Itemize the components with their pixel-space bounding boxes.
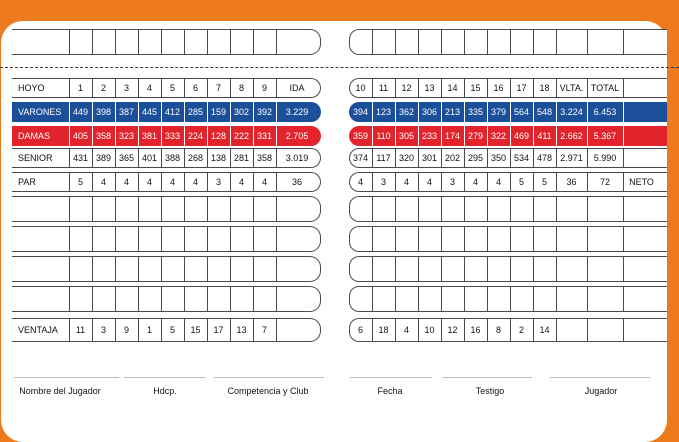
hole-cell[interactable]	[253, 226, 276, 252]
hole-cell[interactable]	[207, 286, 230, 312]
hole-cell[interactable]	[69, 286, 92, 312]
hole-cell[interactable]	[207, 29, 230, 55]
hole-cell: 358	[256, 153, 273, 163]
hole-cell[interactable]	[510, 256, 533, 282]
front-row-par	[12, 172, 321, 192]
front-row-senior	[12, 148, 321, 168]
hole-cell: 12	[401, 83, 412, 93]
hole-cell: 411	[537, 131, 552, 141]
hole-cell: 379	[490, 107, 507, 117]
hole-cell[interactable]	[395, 196, 418, 222]
hole-cell: 13	[236, 325, 247, 335]
hole-cell[interactable]	[418, 286, 441, 312]
hole-cell[interactable]	[138, 286, 161, 312]
hole-cell[interactable]	[207, 256, 230, 282]
hole-cell[interactable]	[464, 286, 487, 312]
hole-cell: 2	[518, 325, 524, 335]
hole-cell[interactable]	[115, 196, 138, 222]
hole-cell: 18	[539, 83, 550, 93]
hole-cell[interactable]	[441, 196, 464, 222]
hole-cell: 7	[261, 325, 267, 335]
vlta-cell: 3.224	[560, 107, 583, 117]
hole-cell[interactable]	[464, 196, 487, 222]
hole-cell: 405	[72, 131, 89, 141]
hole-cell: 374	[352, 153, 369, 163]
hole-cell: 12	[447, 325, 458, 335]
hole-cell: 4	[146, 177, 152, 187]
hole-cell: 4	[100, 177, 106, 187]
hole-cell: 5	[169, 325, 175, 335]
total-cell[interactable]	[587, 256, 623, 282]
total-cell[interactable]	[587, 29, 623, 55]
hole-cell[interactable]	[253, 196, 276, 222]
hole-cell: 15	[470, 83, 481, 93]
hole-cell: 159	[210, 107, 227, 117]
hole-cell: 6	[192, 83, 198, 93]
vlta-cell[interactable]	[556, 196, 587, 222]
signature-label: Fecha	[377, 386, 403, 396]
hole-cell: 4	[403, 325, 409, 335]
total-cell: 2.705	[285, 131, 309, 141]
signature-line[interactable]	[442, 377, 532, 378]
vlta-cell	[556, 318, 587, 342]
hole-cell[interactable]	[464, 226, 487, 252]
total-cell[interactable]	[276, 226, 318, 252]
total-cell[interactable]	[587, 226, 623, 252]
hole-cell[interactable]	[230, 256, 253, 282]
back-row-b1	[349, 196, 667, 222]
hole-cell: 279	[467, 131, 484, 141]
total-cell: 3.229	[285, 107, 309, 117]
hole-cell: 3	[100, 325, 106, 335]
hole-cell: 17	[516, 83, 527, 93]
total-cell	[276, 318, 318, 342]
signature-line[interactable]	[124, 377, 206, 378]
hole-cell[interactable]	[418, 29, 441, 55]
hole-cell[interactable]	[230, 286, 253, 312]
row-label: HOYO	[18, 83, 45, 93]
hole-cell: 138	[210, 153, 227, 163]
hole-cell: 224	[187, 131, 204, 141]
hole-cell[interactable]	[418, 226, 441, 252]
hole-cell[interactable]	[441, 286, 464, 312]
hole-cell: 233	[421, 131, 438, 141]
hole-cell: 11	[75, 325, 86, 335]
hole-cell: 14	[539, 325, 550, 335]
hole-cell: 123	[375, 107, 392, 117]
hole-cell[interactable]	[161, 286, 184, 312]
front-row-hoyo	[12, 78, 321, 98]
hole-cell: 4	[238, 177, 244, 187]
total-cell[interactable]	[587, 286, 623, 312]
hole-cell: 398	[95, 107, 112, 117]
hole-cell[interactable]	[487, 256, 510, 282]
hole-cell[interactable]	[115, 256, 138, 282]
hole-cell: 302	[233, 107, 250, 117]
hole-cell: 387	[118, 107, 135, 117]
hole-cell: 449	[72, 107, 89, 117]
hole-cell[interactable]	[349, 226, 372, 252]
hole-cell: 548	[536, 107, 553, 117]
hole-cell: 8	[238, 83, 244, 93]
vlta-cell: 2.971	[560, 153, 583, 163]
hole-cell: 174	[444, 131, 461, 141]
total-cell[interactable]	[276, 29, 318, 55]
hole-cell[interactable]	[184, 29, 207, 55]
row-label: SENIOR	[18, 153, 53, 163]
hole-cell[interactable]	[395, 286, 418, 312]
vlta-cell[interactable]	[556, 226, 587, 252]
hole-cell[interactable]	[161, 226, 184, 252]
total-cell: 5.367	[593, 131, 617, 141]
hole-cell: 17	[213, 325, 224, 335]
hole-cell: 335	[467, 107, 484, 117]
total-cell: IDA	[289, 83, 305, 93]
extra-cell	[623, 126, 660, 146]
front-row-b1	[12, 196, 321, 222]
hole-cell: 16	[470, 325, 481, 335]
extra-cell	[623, 148, 660, 168]
back-row-varones	[349, 102, 667, 122]
hole-cell: 4	[495, 177, 501, 187]
hole-cell: 331	[256, 131, 273, 141]
extra-cell[interactable]	[623, 196, 660, 222]
hole-cell: 110	[376, 131, 391, 141]
hole-cell[interactable]	[184, 196, 207, 222]
extra-cell[interactable]	[623, 226, 660, 252]
hole-cell: 285	[187, 107, 204, 117]
hole-cell: 322	[490, 131, 507, 141]
hole-cell[interactable]	[349, 286, 372, 312]
hole-cell: 389	[95, 153, 112, 163]
hole-cell: 1	[77, 83, 83, 93]
hole-cell: 10	[424, 325, 435, 335]
hole-cell[interactable]	[92, 286, 115, 312]
hole-cell[interactable]	[418, 256, 441, 282]
hole-cell: 5	[169, 83, 175, 93]
back-row-hoyo	[349, 78, 667, 98]
hole-cell[interactable]	[92, 29, 115, 55]
hole-cell: 564	[513, 107, 530, 117]
hole-cell[interactable]	[349, 256, 372, 282]
signature-label: Competencia y Club	[227, 386, 309, 396]
total-cell: 5.990	[593, 153, 617, 163]
hole-cell: 13	[424, 83, 435, 93]
hole-cell: 15	[190, 325, 201, 335]
back-row-par	[349, 172, 667, 192]
hole-cell: 359	[352, 131, 369, 141]
hole-cell[interactable]	[115, 29, 138, 55]
signature-line[interactable]	[550, 377, 650, 378]
hole-cell: 7	[215, 83, 221, 93]
hole-cell: 9	[261, 83, 267, 93]
hole-cell[interactable]	[349, 196, 372, 222]
hole-cell[interactable]	[115, 226, 138, 252]
hole-cell[interactable]	[372, 226, 395, 252]
signature-label: Nombre del Jugador	[19, 386, 101, 396]
hole-cell: 478	[536, 153, 553, 163]
hole-cell: 4	[426, 177, 432, 187]
hole-cell: 281	[233, 153, 250, 163]
hole-cell: 10	[355, 83, 366, 93]
vlta-cell[interactable]	[556, 256, 587, 282]
extra-cell	[623, 318, 660, 342]
hole-cell: 445	[141, 107, 158, 117]
hole-cell[interactable]	[138, 29, 161, 55]
hole-cell: 392	[256, 107, 273, 117]
hole-cell[interactable]	[441, 29, 464, 55]
hole-cell: 4	[403, 177, 409, 187]
hole-cell: 4	[472, 177, 478, 187]
hole-cell[interactable]	[487, 286, 510, 312]
hole-cell: 14	[447, 83, 458, 93]
hole-cell[interactable]	[253, 286, 276, 312]
hole-cell[interactable]	[372, 256, 395, 282]
hole-cell[interactable]	[510, 29, 533, 55]
hole-cell[interactable]	[138, 196, 161, 222]
hole-cell[interactable]	[138, 256, 161, 282]
signature-line[interactable]	[350, 377, 432, 378]
row-label	[12, 29, 75, 55]
hole-cell: 3	[449, 177, 455, 187]
hole-cell[interactable]	[464, 29, 487, 55]
hole-cell: 4	[261, 177, 267, 187]
hole-cell: 333	[164, 131, 181, 141]
total-cell: 3.019	[285, 153, 309, 163]
hole-cell: 295	[467, 153, 484, 163]
hole-cell: 320	[398, 153, 415, 163]
hole-cell: 381	[141, 131, 158, 141]
hole-cell[interactable]	[395, 29, 418, 55]
hole-cell: 3	[380, 177, 386, 187]
back-row-b4	[349, 286, 667, 312]
hole-cell: 4	[146, 83, 152, 93]
hole-cell: 3	[215, 177, 221, 187]
front-row-varones	[12, 102, 321, 122]
hole-cell[interactable]	[115, 286, 138, 312]
hole-cell[interactable]	[207, 226, 230, 252]
hole-cell: 222	[233, 131, 250, 141]
hole-cell[interactable]	[69, 226, 92, 252]
hole-cell: 388	[164, 153, 181, 163]
back-row-b2	[349, 226, 667, 252]
hole-cell[interactable]	[184, 286, 207, 312]
hole-cell[interactable]	[69, 256, 92, 282]
hole-cell[interactable]	[372, 286, 395, 312]
total-cell: TOTAL	[590, 83, 620, 93]
hole-cell[interactable]	[207, 196, 230, 222]
total-cell[interactable]	[276, 196, 318, 222]
row-label: DAMAS	[18, 131, 51, 141]
signature-label: Hdcp.	[153, 386, 177, 396]
hole-cell: 394	[352, 107, 369, 117]
front-row-ventaja	[12, 318, 321, 342]
hole-cell: 301	[421, 153, 438, 163]
hole-cell[interactable]	[395, 226, 418, 252]
hole-cell[interactable]	[161, 29, 184, 55]
hole-cell: 1	[146, 325, 152, 335]
hole-cell[interactable]	[487, 226, 510, 252]
hole-cell[interactable]	[230, 196, 253, 222]
hole-cell: 431	[72, 153, 89, 163]
hole-cell: 323	[118, 131, 135, 141]
hole-cell[interactable]	[372, 29, 395, 55]
signature-line[interactable]	[14, 377, 119, 378]
hole-cell[interactable]	[395, 256, 418, 282]
hole-cell: 128	[210, 131, 227, 141]
hole-cell: 18	[378, 325, 389, 335]
back-row-top	[349, 29, 667, 55]
front-row-b3	[12, 256, 321, 282]
total-cell	[587, 318, 623, 342]
total-cell: 72	[599, 177, 610, 187]
row-label	[12, 286, 75, 312]
hole-cell: 401	[141, 153, 158, 163]
hole-cell: 4	[123, 177, 129, 187]
signature-label: Testigo	[475, 386, 505, 396]
total-cell[interactable]	[587, 196, 623, 222]
hole-cell[interactable]	[230, 226, 253, 252]
extra-cell: NETO	[629, 177, 654, 187]
front-row-top	[12, 29, 321, 55]
total-cell: 36	[291, 177, 302, 187]
hole-cell: 412	[164, 107, 181, 117]
row-label	[12, 196, 75, 222]
hole-cell[interactable]	[510, 286, 533, 312]
hole-cell[interactable]	[487, 29, 510, 55]
extra-cell	[623, 102, 660, 122]
hole-cell[interactable]	[138, 226, 161, 252]
hole-cell[interactable]	[533, 256, 556, 282]
hole-cell: 305	[398, 131, 415, 141]
extra-cell[interactable]	[623, 286, 660, 312]
back-row-damas	[349, 126, 667, 146]
hole-cell: 3	[123, 83, 129, 93]
vlta-cell: VLTA.	[559, 83, 584, 93]
hole-cell: 4	[169, 177, 175, 187]
hole-cell[interactable]	[69, 196, 92, 222]
hole-cell[interactable]	[533, 29, 556, 55]
hole-cell[interactable]	[69, 29, 92, 55]
hole-cell: 9	[123, 325, 129, 335]
hole-cell[interactable]	[441, 226, 464, 252]
vlta-cell[interactable]	[556, 29, 587, 55]
hole-cell: 213	[444, 107, 461, 117]
vlta-cell: 36	[566, 177, 577, 187]
row-label: VARONES	[18, 107, 62, 117]
hole-cell: 358	[95, 131, 112, 141]
hole-cell[interactable]	[510, 196, 533, 222]
hole-cell: 306	[421, 107, 438, 117]
hole-cell[interactable]	[510, 226, 533, 252]
hole-cell: 16	[493, 83, 504, 93]
front-row-b2	[12, 226, 321, 252]
row-label	[12, 256, 75, 282]
hole-cell: 4	[192, 177, 198, 187]
hole-cell[interactable]	[533, 196, 556, 222]
hole-cell: 5	[541, 177, 547, 187]
hole-cell[interactable]	[92, 256, 115, 282]
hole-cell: 6	[357, 325, 363, 335]
total-cell[interactable]	[276, 256, 318, 282]
hole-cell: 117	[376, 153, 391, 163]
row-label: PAR	[18, 177, 36, 187]
hole-cell: 202	[444, 153, 461, 163]
hole-cell: 8	[495, 325, 501, 335]
hole-cell: 365	[118, 153, 135, 163]
hole-cell: 268	[187, 153, 204, 163]
hole-cell[interactable]	[161, 256, 184, 282]
extra-cell[interactable]	[623, 256, 660, 282]
hole-cell[interactable]	[349, 29, 372, 55]
hole-cell: 4	[357, 177, 363, 187]
extra-cell[interactable]	[623, 29, 660, 55]
signature-label: Jugador	[584, 386, 618, 396]
hole-cell[interactable]	[253, 256, 276, 282]
hole-cell: 2	[100, 83, 106, 93]
signature-line[interactable]	[214, 377, 324, 378]
hole-cell[interactable]	[418, 196, 441, 222]
hole-cell[interactable]	[533, 286, 556, 312]
front-row-b4	[12, 286, 321, 312]
fold-line	[0, 67, 679, 68]
row-label	[12, 226, 75, 252]
hole-cell: 5	[77, 177, 83, 187]
hole-cell: 5	[518, 177, 524, 187]
hole-cell: 534	[513, 153, 530, 163]
hole-cell[interactable]	[533, 226, 556, 252]
extra-cell	[623, 78, 660, 98]
hole-cell[interactable]	[372, 196, 395, 222]
hole-cell: 11	[378, 83, 389, 93]
hole-cell[interactable]	[487, 196, 510, 222]
hole-cell[interactable]	[464, 256, 487, 282]
hole-cell: 350	[490, 153, 507, 163]
hole-cell[interactable]	[92, 226, 115, 252]
row-label: VENTAJA	[18, 325, 58, 335]
hole-cell[interactable]	[161, 196, 184, 222]
hole-cell[interactable]	[184, 226, 207, 252]
hole-cell[interactable]	[253, 29, 276, 55]
hole-cell: 469	[513, 131, 530, 141]
back-row-senior	[349, 148, 667, 168]
hole-cell[interactable]	[184, 256, 207, 282]
total-cell[interactable]	[276, 286, 318, 312]
hole-cell[interactable]	[441, 256, 464, 282]
vlta-cell[interactable]	[556, 286, 587, 312]
hole-cell[interactable]	[92, 196, 115, 222]
total-cell: 6.453	[593, 107, 617, 117]
back-row-ventaja	[349, 318, 667, 342]
vlta-cell: 2.662	[560, 131, 583, 141]
front-row-damas	[12, 126, 321, 146]
hole-cell[interactable]	[230, 29, 253, 55]
hole-cell: 362	[398, 107, 415, 117]
back-row-b3	[349, 256, 667, 282]
